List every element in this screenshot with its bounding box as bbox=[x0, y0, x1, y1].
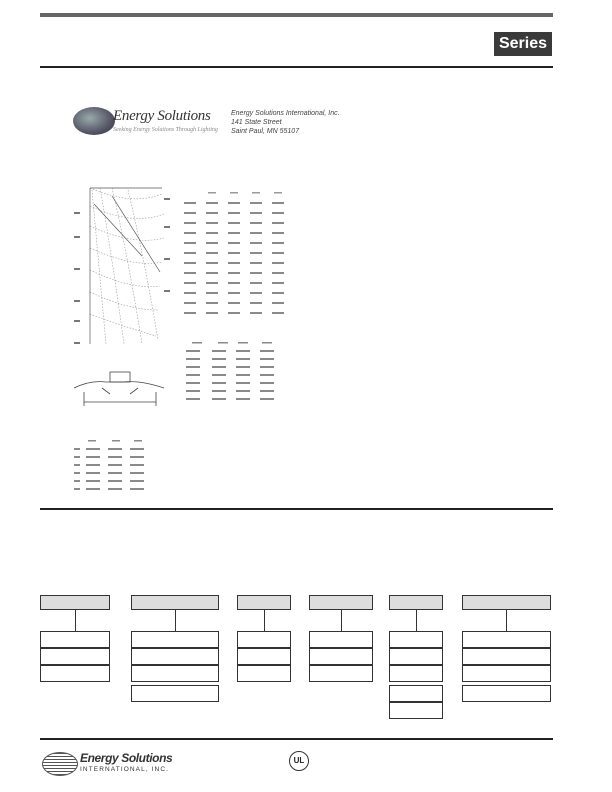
block-connector bbox=[264, 610, 265, 631]
block-cell bbox=[237, 648, 291, 665]
block-cell bbox=[40, 665, 110, 682]
block-cell bbox=[131, 685, 219, 702]
distribution-table bbox=[182, 340, 282, 406]
company-tagline: Seeking Energy Solutions Through Lighting bbox=[113, 127, 218, 133]
block-cell bbox=[237, 631, 291, 648]
company-logo-name: Energy Solutions bbox=[113, 108, 211, 124]
top-rule bbox=[40, 13, 553, 17]
block-cell bbox=[309, 648, 373, 665]
block-cell bbox=[389, 665, 443, 682]
block-cell bbox=[462, 631, 551, 648]
block-connector bbox=[506, 610, 507, 631]
address-line-2: 141 State Street bbox=[231, 119, 282, 126]
block-cell bbox=[40, 648, 110, 665]
block-cell bbox=[309, 665, 373, 682]
fixture-section-diagram bbox=[70, 366, 170, 414]
header-rule bbox=[40, 66, 553, 68]
photometric-diagram bbox=[72, 186, 172, 346]
block-header bbox=[309, 595, 373, 610]
block-cell bbox=[40, 631, 110, 648]
block-header bbox=[389, 595, 443, 610]
block-cell bbox=[462, 648, 551, 665]
block-cell bbox=[237, 665, 291, 682]
block-cell bbox=[309, 631, 373, 648]
photometric-table bbox=[180, 190, 300, 320]
block-header bbox=[131, 595, 219, 610]
series-badge: Series bbox=[494, 32, 552, 56]
block-header bbox=[40, 595, 110, 610]
address-line-1: Energy Solutions International, Inc. bbox=[231, 110, 340, 117]
block-cell bbox=[131, 665, 219, 682]
footer-brand: Energy Solutions bbox=[80, 751, 173, 765]
section-rule bbox=[40, 508, 553, 510]
block-cell bbox=[462, 665, 551, 682]
block-cell bbox=[389, 702, 443, 719]
block-connector bbox=[341, 610, 342, 631]
address-line-3: Saint Paul, MN 55107 bbox=[231, 128, 300, 135]
footer-subtitle: INTERNATIONAL, INC. bbox=[80, 766, 170, 773]
block-cell bbox=[389, 685, 443, 702]
spacing-table bbox=[72, 438, 152, 494]
block-cell bbox=[131, 631, 219, 648]
ul-certification-mark: UL bbox=[289, 751, 309, 771]
company-logo-icon bbox=[73, 107, 115, 135]
block-connector bbox=[416, 610, 417, 631]
block-cell bbox=[389, 631, 443, 648]
block-cell bbox=[389, 648, 443, 665]
globe-logo-icon bbox=[42, 752, 78, 776]
block-cell bbox=[462, 685, 551, 702]
footer-rule bbox=[40, 738, 553, 740]
block-connector bbox=[75, 610, 76, 631]
block-header bbox=[462, 595, 551, 610]
block-connector bbox=[175, 610, 176, 631]
block-header bbox=[237, 595, 291, 610]
block-cell bbox=[131, 648, 219, 665]
